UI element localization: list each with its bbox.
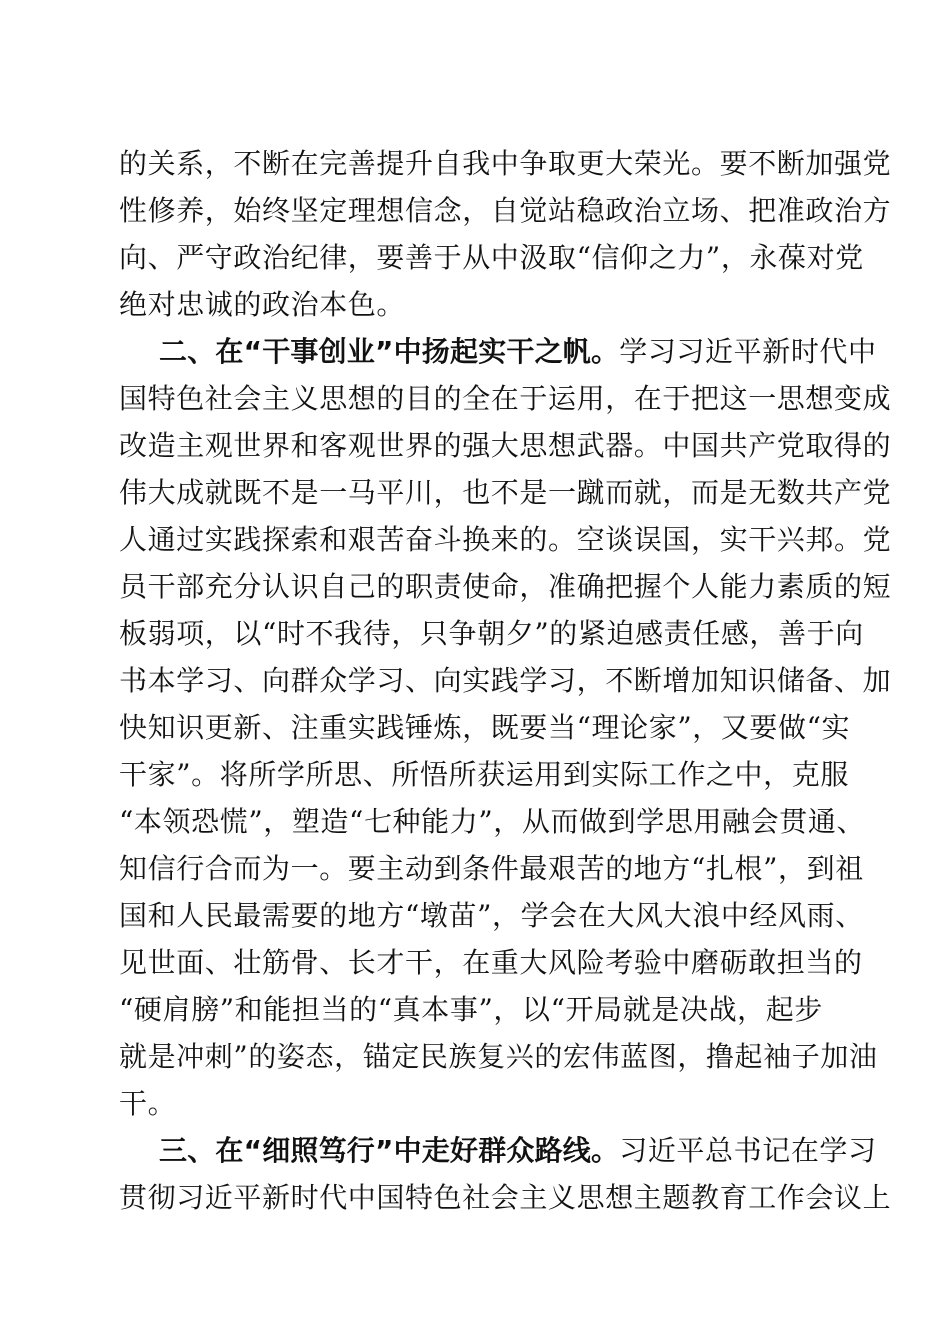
paragraph-line: 改造主观世界和客观世界的强大思想武器。中国共产党取得的 [119,429,892,462]
paragraph-line: 员干部充分认识自己的职责使命，准确把握个人能力素质的短 [119,570,892,603]
paragraph-first-line [119,1127,877,1174]
paragraph-line: 干。 [119,1087,177,1120]
paragraph-3 [119,1127,892,1221]
document-body [119,140,892,1221]
paragraph-line: “硬肩膀”和能担当的“真本事”，以“开局就是决战，起步 [119,993,823,1026]
paragraph-line: 就是冲刺”的姿态，锚定民族复兴的宏伟蓝图，撸起袖子加油 [119,1040,878,1073]
section-heading: 二、在“干事创业”中扬起实干之帆。 [159,335,620,368]
paragraph-line: 的关系，不断在完善提升自我中争取更大荣光。要不断加强党 [119,147,892,180]
paragraph-line: 绝对忠诚的政治本色。 [119,288,406,321]
paragraph-line: 见世面、壮筋骨、长才干，在重大风险考验中磨砺敢担当的 [119,946,863,979]
paragraph-line: 人通过实践探索和艰苦奋斗换来的。空谈误国，实干兴邦。党 [119,523,892,556]
paragraph-line: 板弱项，以“时不我待，只争朝夕”的紧迫感责任感，善于向 [119,617,864,650]
paragraph-2 [119,328,892,1127]
paragraph-line: 伟大成就既不是一马平川，也不是一蹴而就，而是无数共产党 [119,476,892,509]
paragraph-line: 干家”。将所学所思、所悟所获运用到实际工作之中，克服 [119,758,849,791]
paragraph-line: 书本学习、向群众学习、向实践学习，不断增加知识储备、加 [119,664,892,697]
paragraph-line: 知信行合而为一。要主动到条件最艰苦的地方“扎根”，到祖 [119,852,864,885]
paragraph-line: 贯彻习近平新时代中国特色社会主义思想主题教育工作会议上 [119,1181,892,1214]
paragraph-text: 习近平总书记在学习 [619,1134,877,1167]
paragraph-text: 学习习近平新时代中 [619,335,877,368]
paragraph-line: “本领恐慌”，塑造“七种能力”，从而做到学思用融会贯通、 [119,805,866,838]
paragraph-first-line [119,328,877,375]
paragraph-line: 国和人民最需要的地方“墩苗”，学会在大风大浪中经风雨、 [119,899,864,932]
section-heading: 三、在“细照笃行”中走好群众路线。 [159,1134,620,1167]
paragraph-line: 国特色社会主义思想的目的全在于运用，在于把这一思想变成 [119,382,892,415]
paragraph-line: 快知识更新、注重实践锤炼，既要当“理论家”，又要做“实 [119,711,851,744]
paragraph-line: 向、严守政治纪律，要善于从中汲取“信仰之力”，永葆对党 [119,241,864,274]
paragraph-line: 性修养，始终坚定理想信念，自觉站稳政治立场、把准政治方 [119,194,892,227]
paragraph-1 [119,140,892,328]
